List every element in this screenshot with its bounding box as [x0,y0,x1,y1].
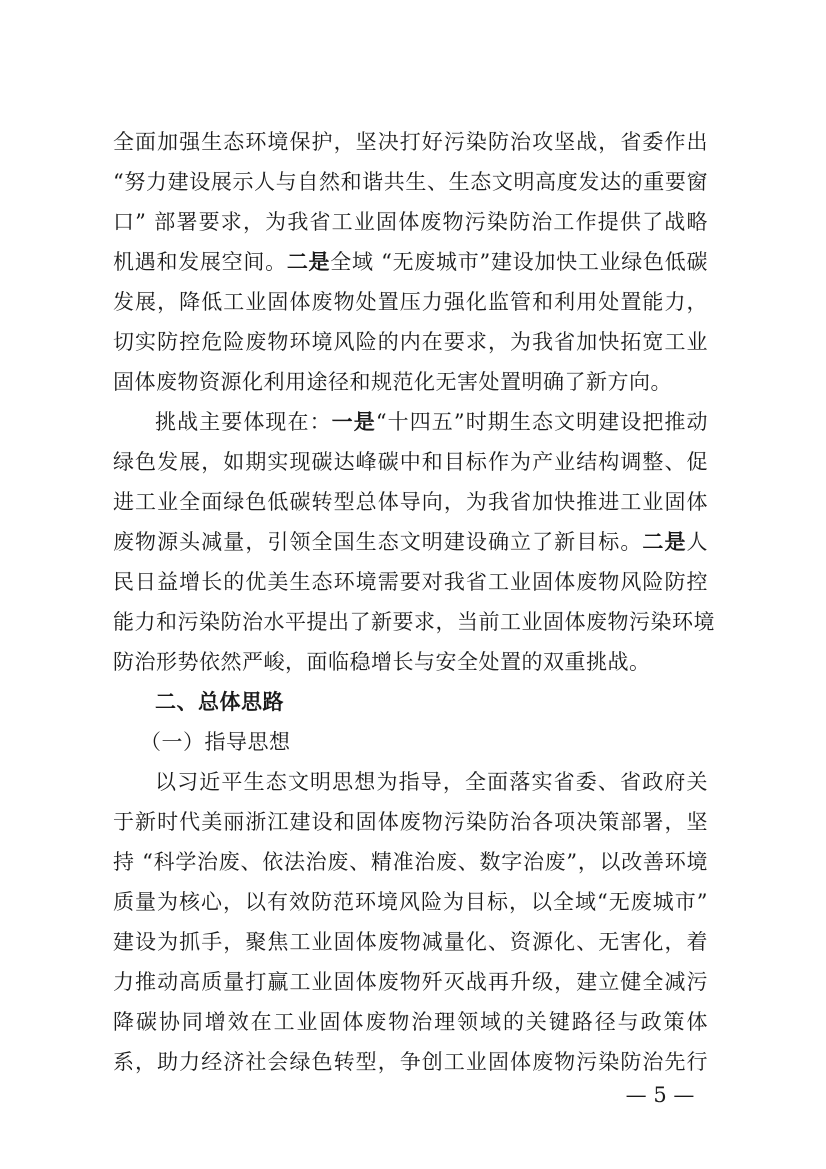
paragraph-1-line-7: 固体废物资源化利用途径和规范化无害处置明确了新方向。 [113,370,672,394]
paragraph-3-line-4: 质量为核心，以有效防范环境风险为目标，以全域“无废城市” [113,890,708,914]
paragraph-1-line-2: “努力建设展示人与自然和谐共生、生态文明高度发达的重要窗 [113,170,708,194]
paragraph-2-line-7: 防治形势依然严峻，面临稳增长与安全处置的双重挑战。 [113,650,651,674]
text-run: 挑战主要体现在： [155,410,332,434]
subsection-heading: （一）指导思想 [140,730,291,754]
paragraph-1-line-4 [113,244,708,280]
paragraph-3-line-7: 降碳协同增效在工业固体废物治理领域的关键路径与政策体 [113,1010,708,1034]
paragraph-2-line-4 [113,524,708,560]
paragraph-1-line-6: 切实防控危险废物环境风险的内在要求，为我省加快拓宽工业 [113,330,708,354]
paragraph-3-line-1: 以习近平生态文明思想为指导，全面落实省委、省政府关 [155,770,708,794]
text-run: 废物源头减量，引领全国生态文明建设确立了新目标。 [113,530,643,554]
bold-marker: 一是 [331,410,376,434]
paragraph-3-line-2: 于新时代美丽浙江建设和固体废物污染防治各项决策部署，坚 [113,810,708,834]
paragraph-3-line-5: 建设为抓手，聚焦工业固体废物减量化、资源化、无害化，着 [113,930,708,954]
bold-marker: 二是 [642,530,687,554]
paragraph-3-line-6: 力推动高质量打赢工业固体废物歼灭战再升级，建立健全减污 [113,970,708,994]
text-run: 全域 “无废城市”建设加快工业绿色低碳 [330,250,708,274]
paragraph-2-line-1 [155,404,708,440]
paragraph-1-line-1: 全面加强生态环境保护，坚决打好污染防治攻坚战，省委作出 [113,130,708,154]
paragraph-1-line-3: 口” 部署要求，为我省工业固体废物污染防治工作提供了战略 [113,210,708,234]
paragraph-2-line-2: 绿色发展，如期实现碳达峰碳中和目标作为产业结构调整、促 [113,450,708,474]
paragraph-2-line-3: 进工业全面绿色低碳转型总体导向，为我省加快推进工业固体 [113,490,708,514]
text-run: “十四五”时期生态文明建设把推动 [375,410,709,434]
text-run: 机遇和发展空间。 [113,250,287,274]
paragraph-2-line-5: 民日益增长的优美生态环境需要对我省工业固体废物风险防控 [113,570,708,594]
bold-marker: 二是 [286,250,331,274]
paragraph-3-line-8: 系，助力经济社会绿色转型，争创工业固体废物污染防治先行 [113,1050,708,1074]
paragraph-1-line-5: 发展，降低工业固体废物处置压力强化监管和利用处置能力， [113,290,708,314]
paragraph-3-line-3: 持 “科学治废、依法治废、精准治废、数字治废”，以改善环境 [113,850,708,874]
section-heading: 二、总体思路 [155,690,284,714]
page-number: — 5 — [625,1083,695,1107]
paragraph-2-line-6: 能力和污染防治水平提出了新要求，当前工业固体废物污染环境 [113,610,715,634]
text-run: 人 [686,530,709,554]
